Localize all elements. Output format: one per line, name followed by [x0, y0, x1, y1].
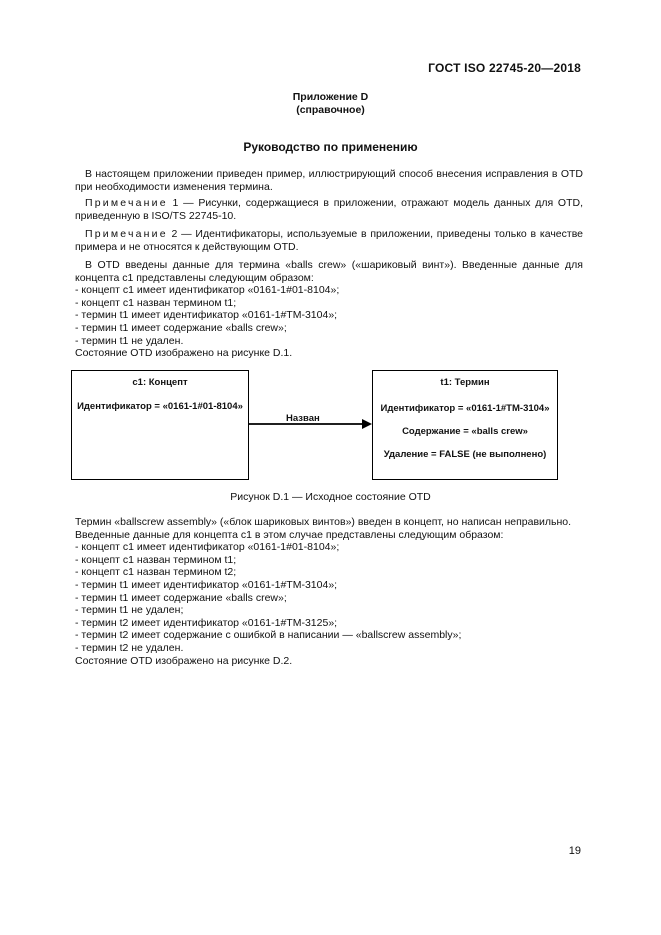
- term-box-deleted: Удаление = FALSE (не выполнено): [383, 449, 547, 460]
- paragraph-2-lead-1: Термин «ballscrew assembly» («блок шариковых винтов») введен в концепт, но написан неправильно.: [75, 516, 572, 528]
- annex-subtitle: (справочное): [296, 104, 365, 116]
- paragraph-1: [75, 259, 583, 360]
- paragraph-2-tail: Состояние OTD изображено на рисунке D.2.: [75, 654, 293, 667]
- paragraph-1-lead: В OTD введены данные для термина «balls crew» («шариковый винт»). Введенные данные для концепта c1 представлены следующим образом:: [75, 259, 583, 284]
- note-2: [75, 228, 583, 253]
- paragraph-2-list: [75, 541, 583, 654]
- note-2-text: 2 — Идентификаторы, используемые в приложении, приведены только в качестве примера и не относятся к действующим OTD.: [75, 228, 583, 253]
- list-item: - термин t1 имеет содержание «balls crew»;: [75, 591, 287, 604]
- list-item: - термин t2 не удален.: [75, 641, 184, 654]
- note-1-text: 1 — Рисунки, содержащиеся в приложении, отражают модель данных для OTD, приведенную в ISO/TS 22745-10.: [75, 197, 583, 222]
- concept-box-identifier: Идентификатор = «0161-1#01-8104»: [77, 401, 243, 412]
- paragraph-1-tail: Состояние OTD изображено на рисунке D.1.: [75, 347, 293, 360]
- list-item: - термин t1 не удален;: [75, 604, 184, 617]
- note-1-label: Примечание: [85, 197, 168, 209]
- list-item: - концепт c1 назван термином t2;: [75, 566, 237, 579]
- list-item: - термин t1 имеет идентификатор «0161-1#TM-3104»;: [75, 309, 338, 322]
- document-header: ГОСТ ISO 22745-20—2018: [428, 61, 581, 75]
- note-2-label: Примечание: [85, 228, 168, 240]
- page-number: 19: [568, 845, 581, 857]
- list-item: - концепт c1 назван термином t1;: [75, 553, 237, 566]
- list-item: - термин t1 не удален.: [75, 334, 184, 347]
- note-1: [75, 197, 583, 222]
- paragraph-2: [75, 516, 583, 667]
- annex-heading: [0, 91, 661, 117]
- list-item: - термин t1 имеет идентификатор «0161-1#TM-3104»;: [75, 578, 338, 591]
- figure-caption: Рисунок D.1 — Исходное состояние OTD: [230, 491, 431, 503]
- term-box: [372, 370, 558, 480]
- list-item: - концепт c1 назван термином t1;: [75, 296, 237, 309]
- list-item: - термин t1 имеет содержание «balls crew»;: [75, 321, 287, 334]
- list-item: - концепт c1 имеет идентификатор «0161-1#01-8104»;: [75, 541, 340, 554]
- list-item: - термин t2 имеет идентификатор «0161-1#TM-3125»;: [75, 616, 338, 629]
- concept-box-title: c1: Концепт: [132, 377, 188, 388]
- term-box-identifier: Идентификатор = «0161-1#TM-3104»: [380, 403, 550, 414]
- section-title: Руководство по применению: [243, 140, 418, 154]
- paragraph-1-list: [75, 284, 583, 347]
- annex-title: Приложение D: [292, 91, 369, 103]
- list-item: - концепт c1 имеет идентификатор «0161-1#01-8104»;: [75, 284, 340, 297]
- paragraph-2-lead-2: Введенные данные для концепта c1 в этом случае представлены следующим образом:: [75, 528, 504, 541]
- term-box-content: Содержание = «balls crew»: [402, 426, 528, 437]
- list-item: - термин t2 имеет содержание с ошибкой в написании — «ballscrew assembly»;: [75, 629, 462, 642]
- named-link-label: Назван: [286, 413, 320, 424]
- term-box-title: t1: Термин: [440, 377, 490, 388]
- intro-paragraph: В настоящем приложении приведен пример, иллюстрирующий способ внесения исправления в OTD при необходимости изменения термина.: [75, 168, 583, 193]
- concept-box: [71, 370, 249, 480]
- arrowhead-icon: [362, 419, 372, 429]
